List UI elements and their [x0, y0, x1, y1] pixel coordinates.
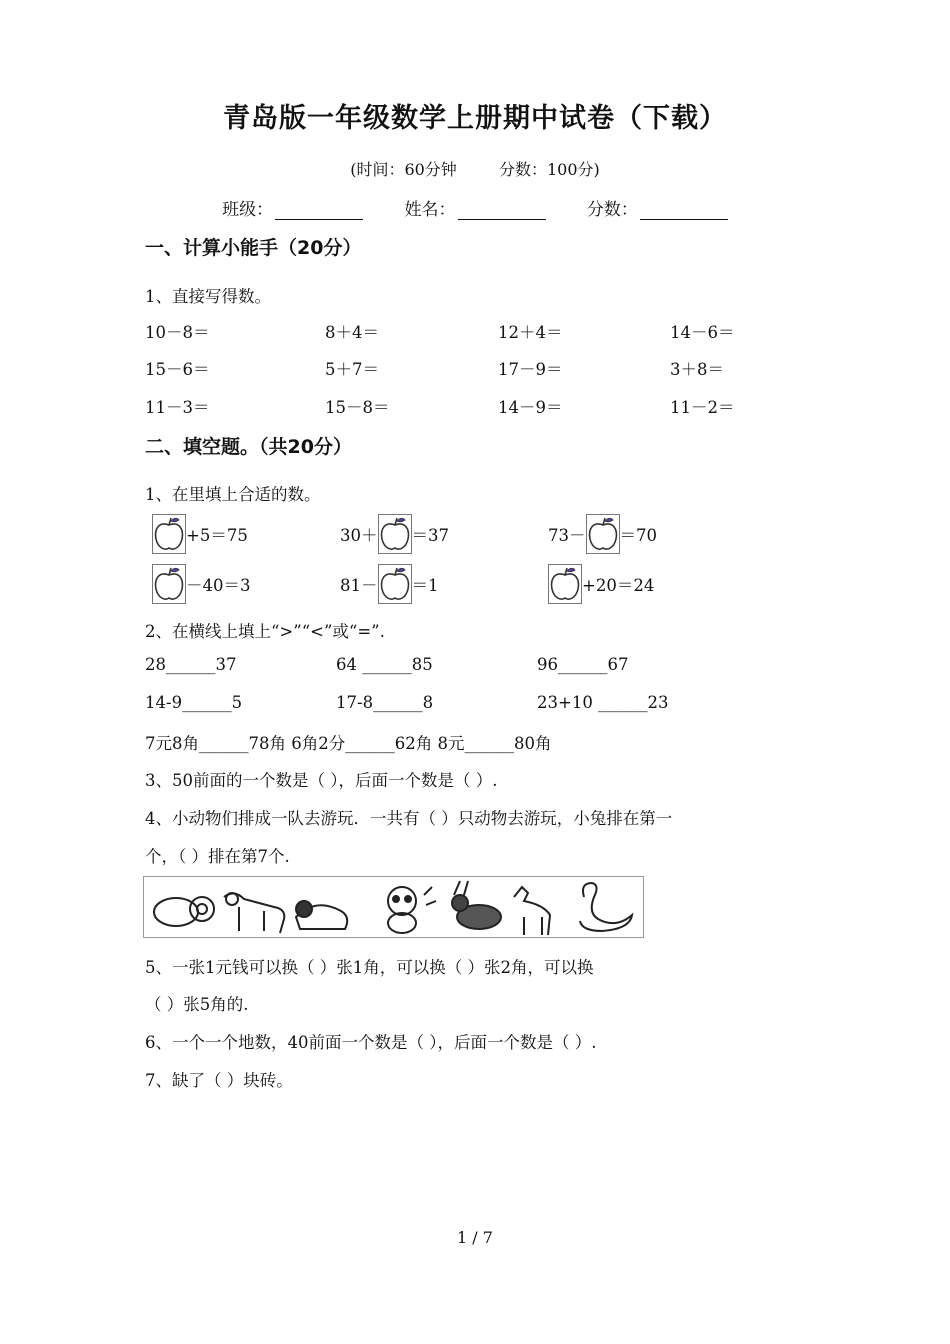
student-info: [0, 195, 950, 220]
apple-icon: [549, 565, 581, 603]
apple-icon: [153, 565, 185, 603]
apple-box-icon[interactable]: [586, 514, 620, 554]
apple-icon: [379, 565, 411, 603]
calc-item: 12＋4＝: [498, 323, 563, 342]
name-blank[interactable]: [458, 201, 546, 220]
s2-question-4b: 个，（ ）排在第7个.: [145, 847, 290, 866]
s2-question-3: 3、50前面的一个数是（ ），后面一个数是（ ）.: [145, 771, 498, 790]
calc-item: 10－8＝: [145, 323, 210, 342]
page-number: 1 / 7: [457, 1228, 493, 1247]
class-blank[interactable]: [275, 201, 363, 220]
animals-icon: [144, 877, 643, 937]
s2-question-4a: 4、小动物们排成一队去游玩．一共有（ ）只动物去游玩，小兔排在第一: [145, 809, 673, 828]
apple-equation: +20＝24: [548, 564, 654, 604]
compare-item: 17-8______8: [336, 693, 434, 712]
s1-question-1: 1、直接写得数。: [145, 287, 271, 306]
apple-equation: +5＝75: [152, 514, 248, 554]
score-field[interactable]: 分数：: [587, 195, 728, 220]
time-score-line: [0, 157, 950, 180]
apple-box-icon[interactable]: [378, 514, 412, 554]
apple-equation: 81－ ＝1: [340, 564, 439, 604]
apple-box-icon[interactable]: [378, 564, 412, 604]
s2-question-5b: （ ）张5角的.: [145, 995, 249, 1014]
apple-box-icon[interactable]: [548, 564, 582, 604]
apple-equation: 73－ ＝70: [548, 514, 657, 554]
calc-item: 14－6＝: [670, 323, 735, 342]
apple-equation: 30＋ ＝37: [340, 514, 449, 554]
calc-item: 11－3＝: [145, 398, 210, 417]
money-compare-row: 7元8角______78角 6角2分______62角 8元______80角: [145, 734, 552, 753]
section-1-heading: 一、计算小能手（20分）: [145, 237, 362, 259]
compare-item: 96______67: [537, 655, 629, 674]
compare-item: 28______37: [145, 655, 237, 674]
score-text: 分数：100分): [499, 160, 600, 179]
apple-box-icon[interactable]: [152, 514, 186, 554]
page-title: 青岛版一年级数学上册期中试卷（下载）: [223, 103, 727, 134]
calc-item: 5＋7＝: [325, 360, 379, 379]
name-field[interactable]: 姓名：: [405, 195, 546, 220]
s2-question-2: 2、在横线上填上“>”“<”或“=”.: [145, 622, 385, 641]
s2-question-7: 7、缺了（ ）块砖。: [145, 1071, 293, 1090]
s2-question-6: 6、一个一个地数，40前面一个数是（ ），后面一个数是（ ）.: [145, 1033, 597, 1052]
apple-icon: [587, 515, 619, 553]
class-field[interactable]: 班级：: [222, 195, 363, 220]
compare-item: 23+10 ______23: [537, 693, 669, 712]
apple-icon: [153, 515, 185, 553]
animal-line-image: [143, 876, 644, 938]
apple-box-icon[interactable]: [152, 564, 186, 604]
apple-icon: [379, 515, 411, 553]
calc-item: 3＋8＝: [670, 360, 724, 379]
s2-question-1: 1、在里填上合适的数。: [145, 485, 321, 504]
calc-item: 8＋4＝: [325, 323, 379, 342]
calc-item: 15－8＝: [325, 398, 390, 417]
calc-item: 11－2＝: [670, 398, 735, 417]
apple-equation: －40＝3: [152, 564, 251, 604]
calc-item: 15－6＝: [145, 360, 210, 379]
time-text: (时间：60分钟: [350, 160, 457, 179]
compare-item: 14-9______5: [145, 693, 243, 712]
calc-item: 14－9＝: [498, 398, 563, 417]
section-2-heading: 二、填空题。（共20分）: [145, 436, 352, 458]
calc-item: 17－9＝: [498, 360, 563, 379]
score-blank[interactable]: [640, 201, 728, 220]
compare-item: 64 ______85: [336, 655, 433, 674]
s2-question-5a: 5、一张1元钱可以换（ ）张1角，可以换（ ）张2角，可以换: [145, 958, 594, 977]
